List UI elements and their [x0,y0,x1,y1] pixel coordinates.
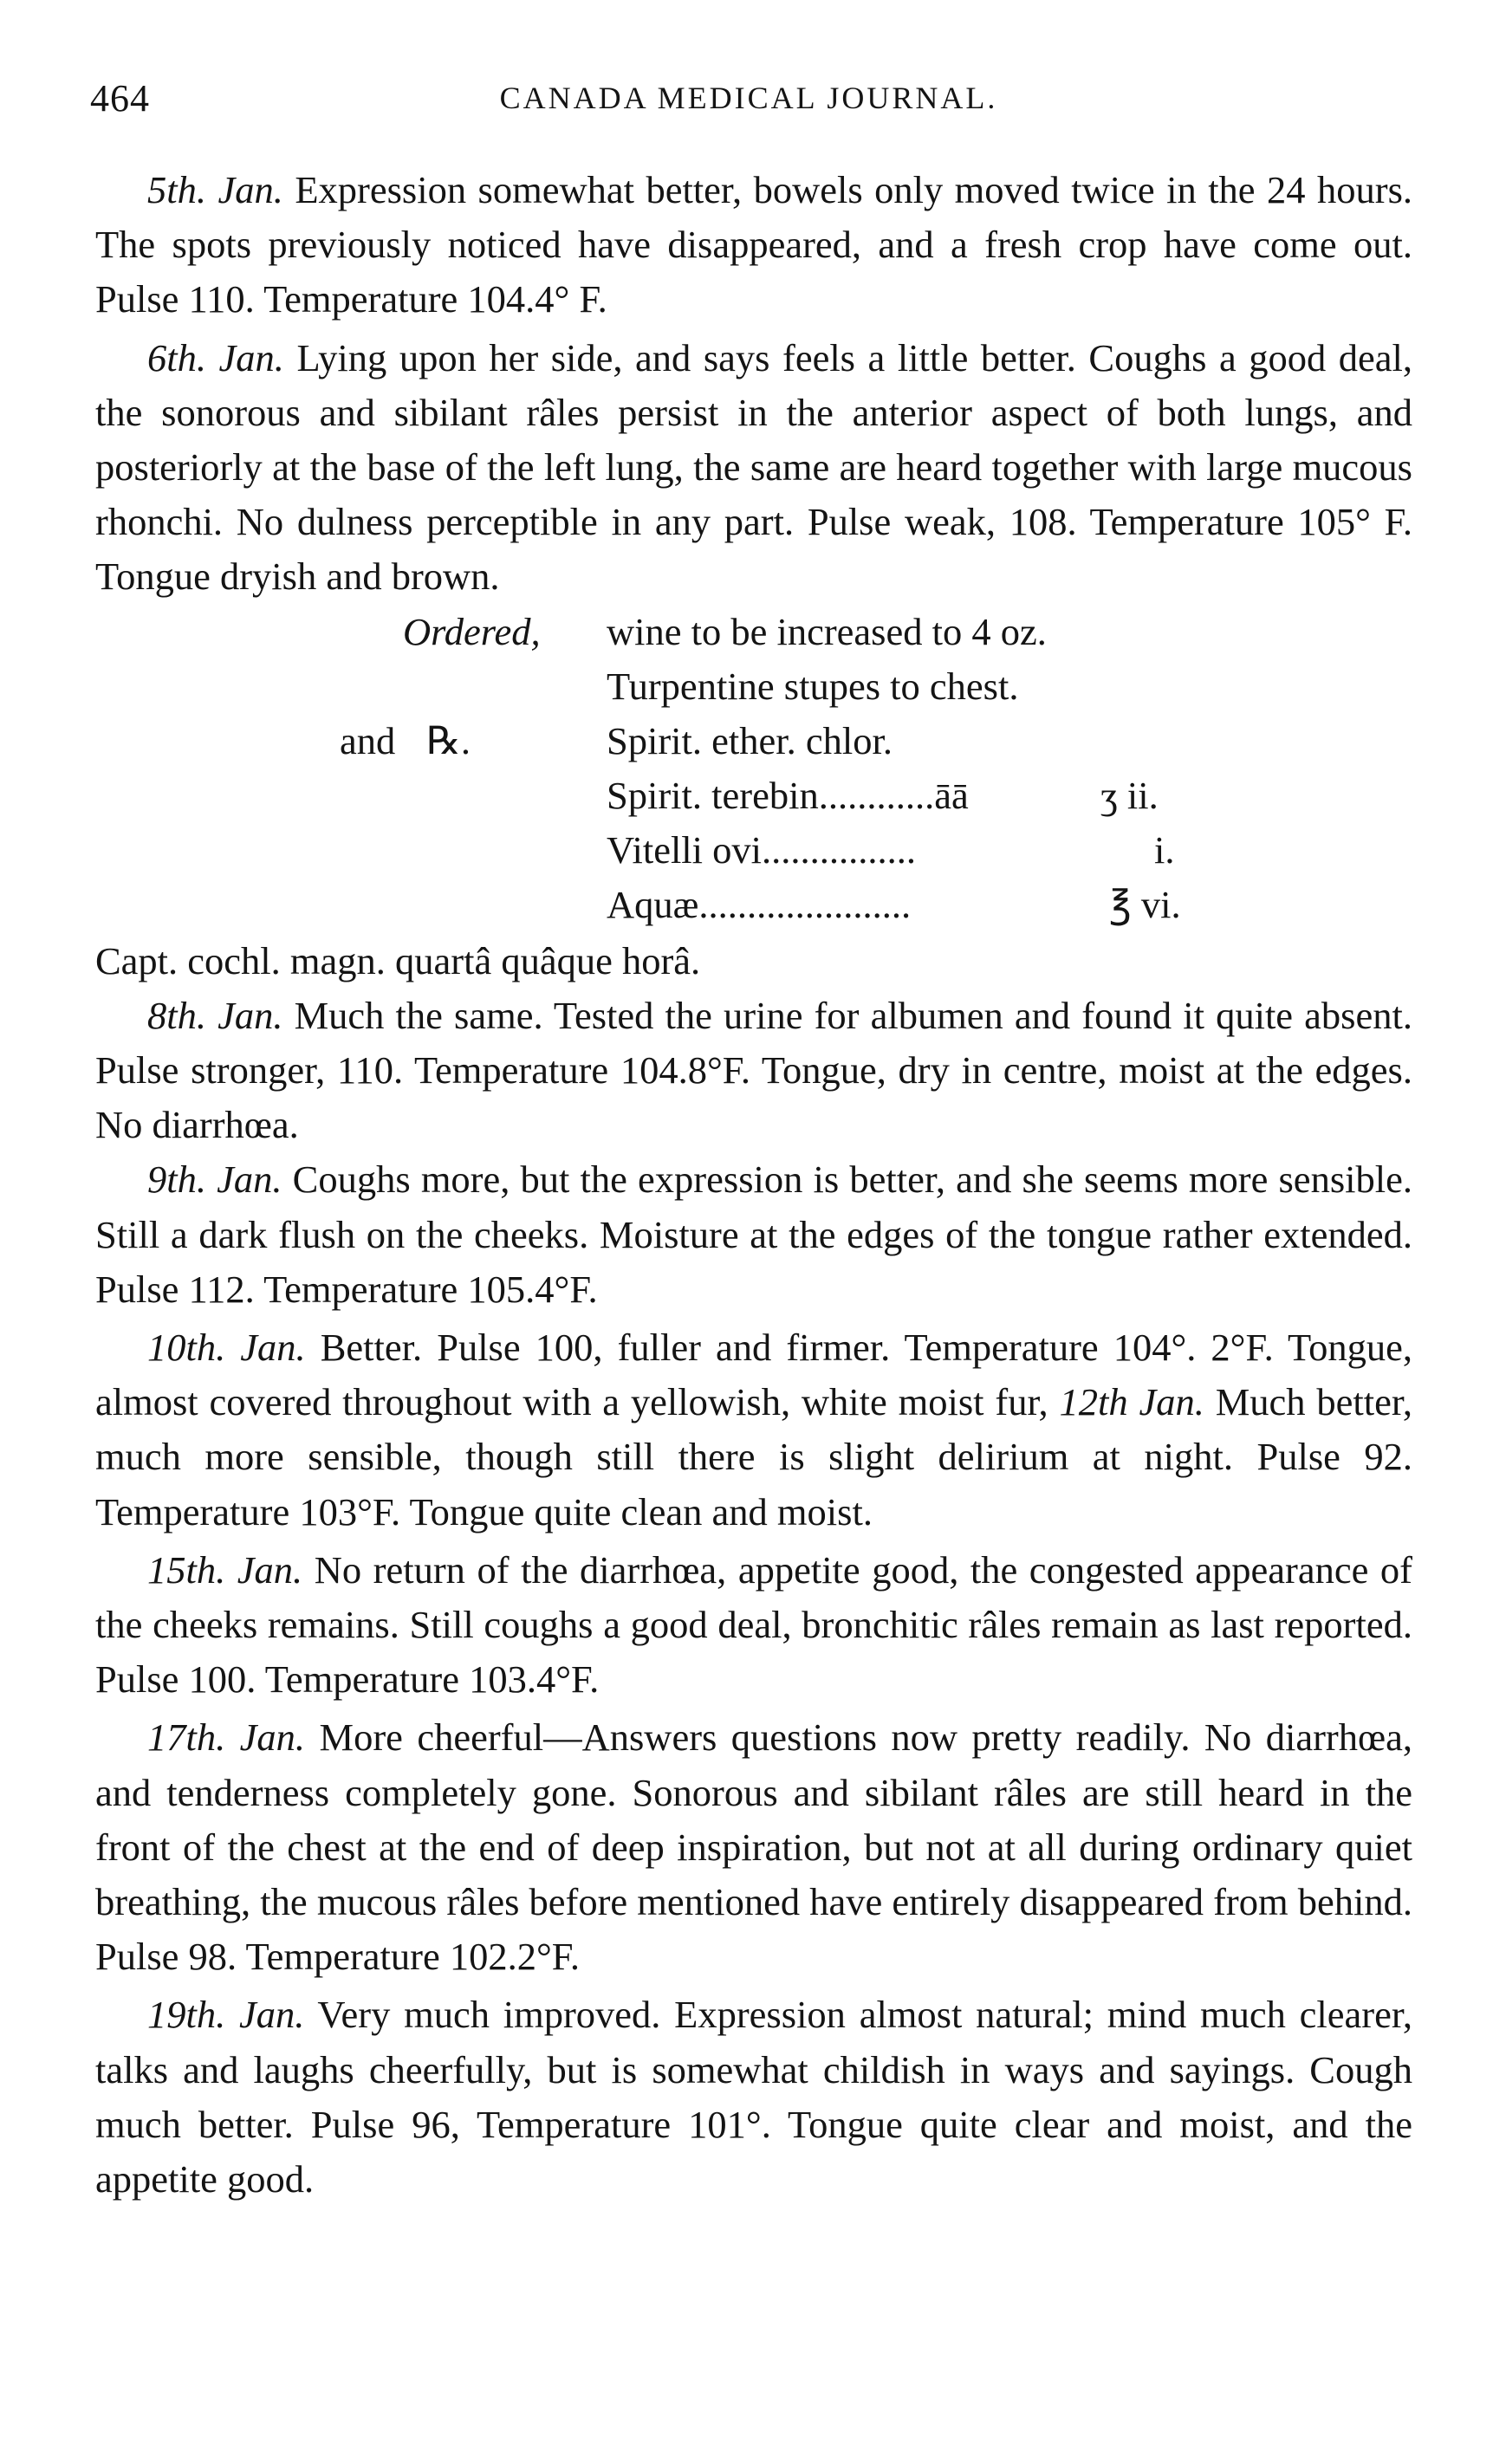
entry-date: 17th. Jan. [147,1715,306,1760]
and-label: and [340,718,396,762]
entry-text: Much the same. Tested the urine for albumen and found it quite absent. Pulse stronger, 110. Temperature 104.8°F. Tongue, dry in centre, moist at the edges. No diarrhœa. [95,993,1412,1147]
entry-text: Very much improved. Expression almost natural; mind much clearer, talks and laughs cheerfully, but is somewhat childish in ways and sayings. Cough much better. Pulse 96, Temperature 101°. Tongue quite clear and moist, and the appetite good. [95,1993,1412,2201]
entry-9th-jan [95,1152,1412,1317]
ordered-label: Ordered, [403,609,541,653]
dose-vitelli-ovi: i. [1154,827,1175,872]
entry-8th-jan [95,989,1412,1153]
entry-date: 15th. Jan. [147,1547,303,1592]
entry-date: 10th. Jan. [147,1326,306,1370]
ingredient-turpentine-stupes: Turpentine stupes to chest. [607,664,1019,708]
entry-date: 5th. Jan. [147,168,283,211]
dose-spirit-terebin: ʒ ii. [1100,773,1159,817]
entry-15th-jan [95,1543,1412,1708]
page-header [90,76,1407,128]
ingredient-aquae: Aquæ...................... [607,882,912,926]
entry-17th-jan [95,1710,1412,1984]
recipe-symbol: ℞. [426,718,471,762]
entry-text: Better. Pulse 100, fuller and firmer. Temperature 104°. 2°F. Tongue, almost covered throughout with a yellowish, white moist fur, [95,1326,1412,1424]
entry-19th-jan [95,1987,1412,2207]
ingredient-spirit-terebin: Spirit. terebin............āā [607,773,969,817]
running-title: CANADA MEDICAL JOURNAL. [499,81,998,115]
entry-5th-jan [95,163,1412,327]
entry-date: 19th. Jan. [147,1993,305,2037]
entry-date: 9th. Jan. [147,1157,282,1202]
ordered-text: wine to be increased to 4 oz. [607,609,1047,653]
entry-text: More cheerful—Answers questions now pretty readily. No diarrhœa, and tenderness completely gone. Sonorous and sibilant râles are still heard in the front of the chest at the end of deep inspiration, but not at all during ordinary quiet breathing, the mucous râles before mentioned have entirely disappeared from behind. Pulse 98. Temperature 102.2°F. [95,1715,1412,1979]
prescription [95,605,1412,934]
entry-inline-text: Much better, much more sensible, though still there is slight delirium at night. Pulse 92. Temperature 103°F. Tongue quite clean and moist. [95,1380,1412,1534]
entry-text: Expression somewhat better, bowels only moved twice in the 24 hours. The spots previously noticed have disappeared, and a fresh crop have come out. Pulse 110. Temperature 104.4° F. [95,168,1413,321]
entry-text: Lying upon her side, and says feels a little better. Coughs a good deal, the sonorous and sibilant râles persist in the anterior aspect of both lungs, and posteriorly at the base of the left lung, the same are heard together with large mucous rhonchi. No dulness perceptible in any part. Pulse weak, 108. Temperature 105° F. Tongue dryish and brown. [95,335,1413,599]
prescription-direction: Capt. cochl. magn. quartâ quâque horâ. [95,938,701,982]
case-notes [95,163,1412,2207]
entry-inline-date: 12th Jan. [1059,1380,1204,1424]
entry-date: 6th. Jan. [147,335,284,379]
ingredient-vitelli-ovi: Vitelli ovi................ [607,827,917,872]
entry-6th-jan [95,331,1412,605]
entry-10th-jan [95,1320,1412,1540]
dose-aquae: ℥ vi. [1109,882,1181,926]
entry-date: 8th. Jan. [147,993,283,1037]
entry-text: No return of the diarrhœa, appetite good, the congested appearance of the cheeks remains. Still coughs a good deal, bronchitic râles remain as last reported. Pulse 100. Temperature 103.4°F. [95,1547,1412,1702]
entry-text: Coughs more, but the expression is better, and she seems more sensible. Still a dark flush on the cheeks. Moisture at the edges of the tongue rather extended. Pulse 112. Temperature 105.4°F. [95,1157,1412,1311]
page-number: 464 [90,77,150,120]
ingredient-spirit-ether: Spirit. ether. chlor. [607,718,893,762]
